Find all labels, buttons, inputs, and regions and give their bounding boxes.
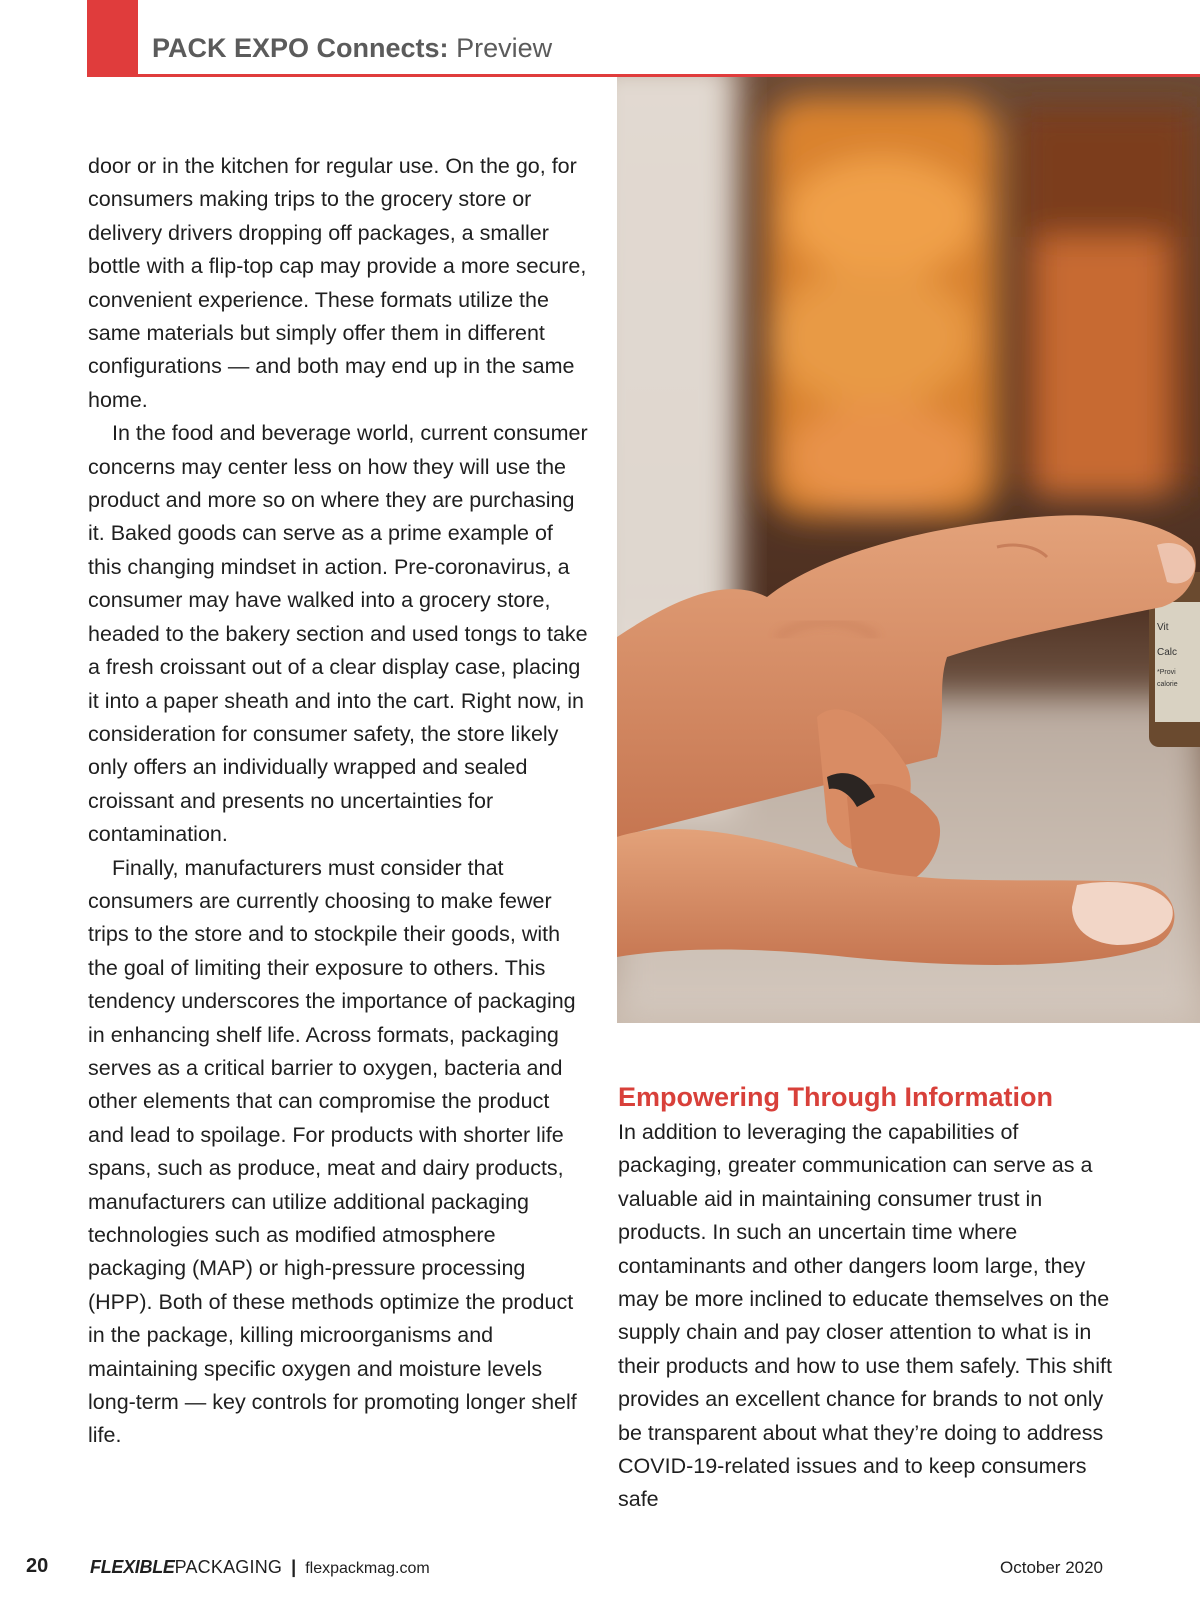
right-paragraph: In addition to leveraging the capabilities of packaging, greater communication can serve as a valuable aid in maintaining consumer trust in products. In such an uncertain time where contaminants and other dangers loom large, they may be more inclined to educate themselves on the supply chain and pay closer attention to what is in their products and how to use them safely. This shift provides an excellent chance for brands to not only be transparent about what they’re doing to address COVID-19-related issues and to keep consumers safe xyxy=(618,1120,1112,1512)
page-footer xyxy=(0,1555,1200,1585)
title-bold: PACK EXPO Connects: xyxy=(152,33,449,63)
left-paragraph-2: In the food and beverage world, current consumer concerns may center less on how they will use the product and more so on where they are purchasing it. Baked goods can serve as a prime example of this changing mindset in action. Pre-coronavirus, a consumer may have walked into a grocery store, headed to the bakery section and used tongs to take a fresh croissant out of a clear display case, placing it into a paper sheath and into the cart. Right now, in consideration for consumer safety, the store likely only offers an individually wrapped and sealed croissant and presents no uncertainties for contamination. xyxy=(88,421,588,847)
photo-illustration xyxy=(617,77,1200,1023)
brand-light: PACKAGING xyxy=(174,1557,283,1577)
page-title xyxy=(152,31,552,65)
header-accent-block xyxy=(87,0,138,76)
label-text-3: *Provi xyxy=(1157,669,1176,676)
label-text-4: calorie xyxy=(1157,681,1178,688)
label-text-2: Calc xyxy=(1157,647,1178,658)
left-paragraph-3: Finally, manufacturers must consider that consumers are currently choosing to make fewer trips to the store and to stockpile their goods, with the goal of limiting their exposure to others. This tendency underscores the importance of packaging in enhancing shelf life. Across formats, packaging serves as a critical barrier to oxygen, bacteria and other elements that can compromise the product and lead to spoilage. For products with shorter life spans, such as produce, meat and dairy products, manufacturers can utilize additional packaging technologies such as modified atmosphere packaging (MAP) or high-pressure processing (HPP). Both of these methods optimize the product in the package, killing microorganisms and maintaining specific oxygen and moisture levels long-term — key controls for promoting longer shelf life. xyxy=(88,855,577,1448)
right-column xyxy=(618,1080,1118,1517)
section-heading: Empowering Through Information xyxy=(618,1082,1053,1112)
left-column xyxy=(88,150,588,1453)
issue-date: October 2020 xyxy=(1000,1558,1104,1577)
left-paragraph-1: door or in the kitchen for regular use. On the go, for consumers making trips to the grocery store or delivery drivers dropping off packages, a smaller bottle with a flip-top cap may provide a more secure, convenient experience. These formats utilize the same materials but simply offer them in different configurations — and both may end up in the same home. xyxy=(88,154,587,412)
label-text-1: Vit xyxy=(1157,622,1169,633)
website-text: flexpackmag.com xyxy=(305,1560,430,1577)
brand-separator: | xyxy=(291,1557,297,1577)
publication-brand xyxy=(90,1557,430,1578)
title-light: Preview xyxy=(456,33,553,63)
article-photo xyxy=(617,77,1200,1023)
brand-bold: FLEXIBLE xyxy=(90,1557,175,1577)
page-number: 20 xyxy=(26,1555,49,1577)
